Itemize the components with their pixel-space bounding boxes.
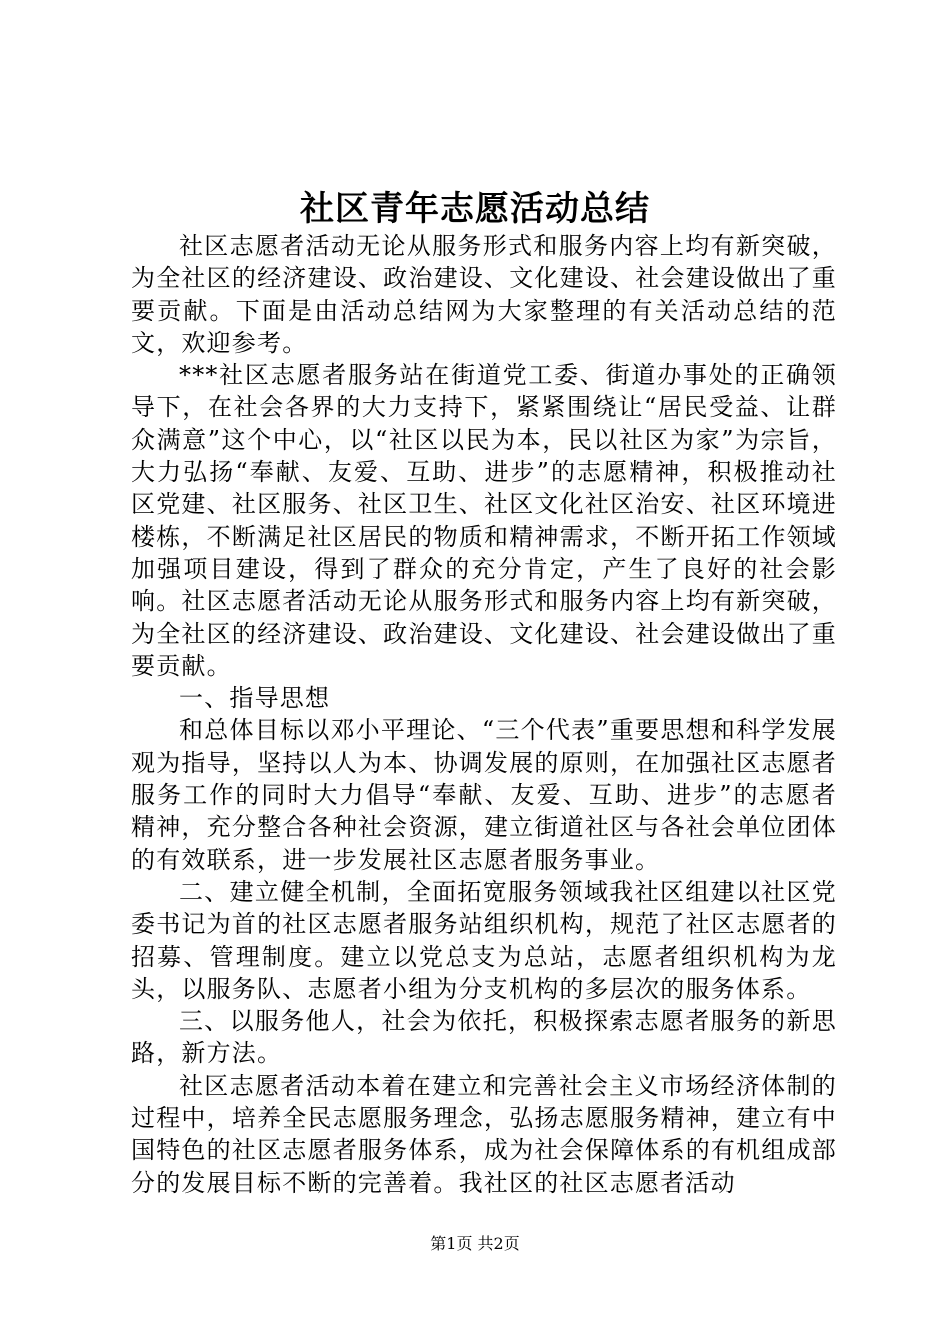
document-title: 社区青年志愿活动总结	[300, 189, 650, 229]
paragraph-mechanism: 二、建立健全机制，全面拓宽服务领域我社区组建以社区党委书记为首的社区志愿者服务站组织机构，规范了社区志愿者的招募、管理制度。建立以党总支为总站，志愿者组织机构为龙头，以服务队、志愿者小组为分支机构的多层次的服务体系。	[131, 877, 837, 1003]
paragraph-overview: ***社区志愿者服务站在街道党工委、街道办事处的正确领导下，在社会各界的大力支持下，紧紧围绕让“居民受益、让群众满意”这个中心，以“社区以民为本，民以社区为家”为宗旨，大力弘扬“奉献、友爱、互助、进步”的志愿精神，积极推动社区党建、社区服务、社区卫生、社区文化社区治安、社区环境进楼栋，不断满足社区居民的物质和精神需求，不断开拓工作领域加强项目建设，得到了群众的充分肯定，产生了良好的社会影响。社区志愿者活动无论从服务形式和服务内容上均有新突破，为全社区的经济建设、政治建设、文化建设、社会建设做出了重要贡献。	[131, 361, 837, 680]
paragraph-service: 三、以服务他人，社会为依托，积极探索志愿者服务的新思路，新方法。	[131, 1007, 837, 1068]
paragraph-goals: 和总体目标以邓小平理论、“三个代表”重要思想和科学发展观为指导，坚持以人为本、协调发展的原则，在加强社区志愿者服务工作的同时大力倡导“奉献、友爱、互助、进步”的志愿者精神，充分整合各种社会资源，建立街道社区与各社会单位团体的有效联系，进一步发展社区志愿者服务事业。	[131, 716, 837, 874]
document-body	[131, 230, 837, 1199]
section-heading-guiding-thought: 一、指导思想	[179, 684, 331, 713]
paragraph-development: 社区志愿者活动本着在建立和完善社会主义市场经济体制的过程中，培养全民志愿服务理念，弘扬志愿服务精神，建立有中国特色的社区志愿者服务体系，成为社会保障体系的有机组成部分的发展目标不断的完善着。我社区的社区志愿者活动	[131, 1071, 837, 1197]
page-footer: 第1页 共2页	[430, 1234, 520, 1253]
paragraph-intro: 社区志愿者活动无论从服务形式和服务内容上均有新突破，为全社区的经济建设、政治建设、文化建设、社会建设做出了重要贡献。下面是由活动总结网为大家整理的有关活动总结的范文，欢迎参考。	[131, 232, 837, 357]
